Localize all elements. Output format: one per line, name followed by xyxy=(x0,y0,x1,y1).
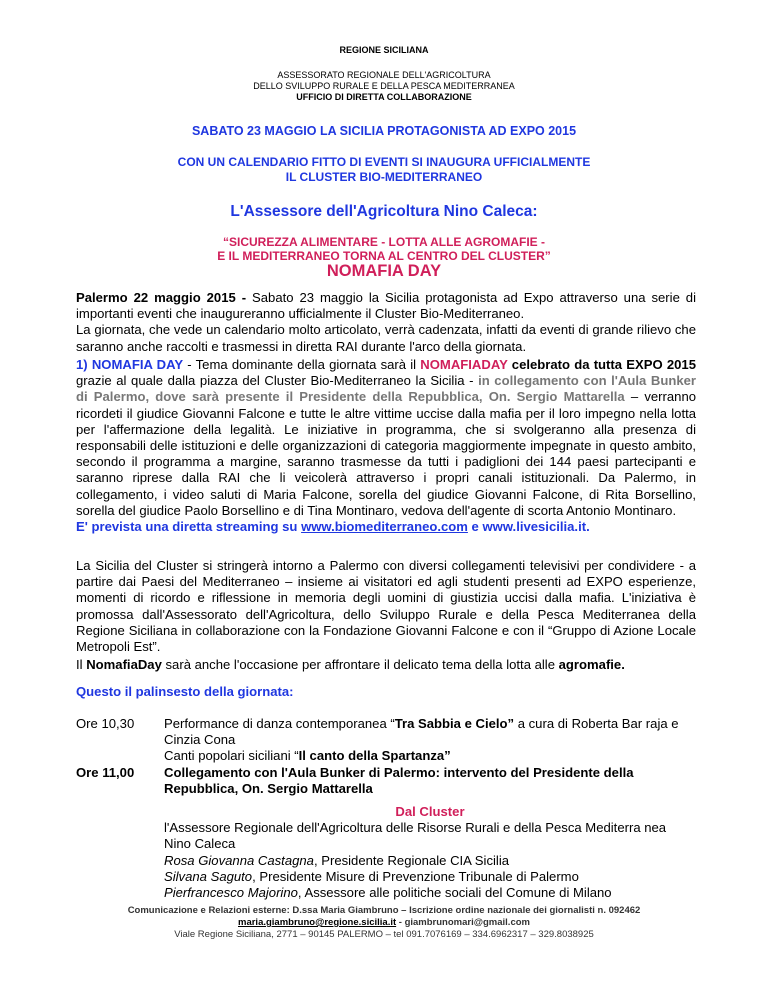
speaker-name: Silvana Saguto xyxy=(164,868,253,884)
speaker-role: , Assessore alle politiche sociali del Comune di Milano xyxy=(297,885,612,901)
email-secondary: - giambrunomari@gmail.com xyxy=(396,917,530,928)
speaker-line: l'Assessore Regionale dell'Agricoltura delle Risorse Rurali e della Pesca Mediterra nea Nino Caleca xyxy=(164,820,667,852)
schedule-row xyxy=(76,716,696,765)
cluster-title: Dal Cluster xyxy=(395,804,465,819)
subheadline-line-1: CON UN CALENDARIO FITTO DI EVENTI SI INAUGURA UFFICIALMENTE xyxy=(177,155,591,169)
intro-text: Sabato 23 maggio la Sicilia protagonista ad Expo attraverso una serie di importanti eventi che inaugureranno ufficialmente il Cluster Bio-Mediterraneo. xyxy=(76,290,696,322)
section-text-e: – xyxy=(624,389,645,405)
cluster-paragraph: La Sicilia del Cluster si stringerà intorno a Palermo con diversi collegamenti televisivi per condividere - a partire dai Paesi del Mediterraneo – insieme ai visitatori ed agli studenti presenti ad EXPO esperienze, momenti di ricordo e riflessione in memoria degli uomini di giustizia uccisi dalla mafia. L'iniziativa è promossa dall'Assessorato dell'Agricoltura, dello Sviluppo Rurale e della Pesca Mediterranea della Regione Siciliana in collaborazione con la Fondazione Giovanni Falcone e con il “Gruppo di Azione Locale Metropoli Est”. xyxy=(76,558,696,655)
footer-contact: Comunicazione e Relazioni esterne: D.ssa Maria Giambruno – Iscrizione ordine nazionale dei giornalisti n. 092462 xyxy=(127,905,641,916)
section-text-b: celebrato da tutta EXPO 2015 xyxy=(507,357,696,372)
speaker-role: , Presidente Regionale CIA Sicilia xyxy=(313,852,510,868)
agromafie-text-d: agromafie. xyxy=(558,657,625,672)
schedule xyxy=(76,716,696,797)
footer xyxy=(0,905,768,941)
cluster-speakers xyxy=(164,804,696,901)
speaker-line xyxy=(164,869,696,885)
agromafie-text-a: Il xyxy=(76,657,87,672)
schedule-description: Collegamento con l'Aula Bunker di Palermo: intervento del Presidente della Repubblica, On. Sergio Mattarella xyxy=(164,764,634,796)
nomafia-day-title: NOMAFIA DAY xyxy=(326,262,442,280)
streaming-line xyxy=(76,519,590,534)
agromafie-text-b: NomafiaDay xyxy=(86,657,162,672)
nomafia-paragraph xyxy=(76,357,696,535)
office-line: UFFICIO DI DIRETTA COLLABORAZIONE xyxy=(296,92,472,102)
biomediterraneo-link[interactable]: www.biomediterraneo.com xyxy=(301,519,468,535)
section-text-c: grazie al quale dalla piazza del Cluster Bio-Mediterraneo la Sicilia - xyxy=(76,373,479,389)
speaker-line xyxy=(164,853,696,869)
desc-part: Canti popolari siciliani “ xyxy=(164,748,299,764)
palinsesto-title: Questo il palinsesto della giornata: xyxy=(76,684,294,699)
streaming-and: e xyxy=(467,519,483,535)
footer-emails xyxy=(0,917,768,929)
schedule-description xyxy=(164,716,696,765)
section-text-f: verranno ricordeti il giudice Giovanni Falcone e tutte le altre vittime uccise dalla mafia per il loro impegno nella lotta per l'affermazione della legalità. Le iniziative in programma, che si svolgeranno alla presenza di responsabili delle istituzioni e delle organizzazioni di categoria maggiormente impegnate in questo ambito, secondo il programma a margine, saranno trasmesse da tutti i padiglioni dei 144 paesi partecipanti e saranno riprese dalla RAI che li veicolerà attraverso i propri canali istituzionali. Da Palermo, in collegamento, i video saluti di Maria Falcone, sorella del giudice Giovanni Falcone, di Rita Borsellino, sorella del giudice Paolo Borsellino e di Tina Montinaro, vedova dell'agente di scorta Antonio Montinaro. xyxy=(76,389,697,518)
schedule-row xyxy=(76,765,696,797)
schedule-time: Ore 10,30 xyxy=(76,716,135,731)
streaming-text: E' prevista una diretta streaming su xyxy=(76,519,302,535)
department-line-1: ASSESSORATO REGIONALE DELL'AGRICOLTURA xyxy=(277,70,491,80)
agromafie-text-c: sarà anche l'occasione per affrontare il delicato tema della lotta alle xyxy=(161,657,559,672)
email-link[interactable]: maria.giambruno@regione.sicilia.it xyxy=(238,917,397,928)
subheadline-line-2: IL CLUSTER BIO-MEDITERRANEO xyxy=(285,170,483,184)
desc-part: Il canto della Spartanza” xyxy=(298,748,451,764)
quote-title xyxy=(0,235,768,263)
subheadline xyxy=(0,155,768,185)
nomafiaday-word: NOMAFIADAY xyxy=(420,357,508,372)
speaker-line xyxy=(164,885,696,901)
section-text-d: in collegamento con l'Aula Bunker di Palermo, dove sarà presente il Presidente della Repubblica, On. Sergio Mattarella xyxy=(76,373,696,405)
department-line-2: DELLO SVILUPPO RURALE E DELLA PESCA MEDITERRANEA xyxy=(253,81,515,91)
speaker-name: Pierfrancesco Majorino xyxy=(164,885,298,901)
desc-part: a cura di Roberta Bar raja e Cinzia Cona xyxy=(164,716,679,748)
schedule-time: Ore 11,00 xyxy=(76,764,135,780)
section-text-a: - Tema dominante della giornata sarà il xyxy=(183,357,421,372)
intro-paragraph xyxy=(76,290,696,355)
quote-line-2: E IL MEDITERRANEO TORNA AL CENTRO DEL CLUSTER” xyxy=(217,249,551,263)
desc-part: Performance di danza contemporanea “ xyxy=(164,716,395,731)
livesicilia-link[interactable]: www.livesicilia.it xyxy=(482,519,587,535)
headline: SABATO 23 MAGGIO LA SICILIA PROTAGONISTA AD EXPO 2015 xyxy=(191,124,577,138)
speaker-name: Rosa Giovanna Castagna xyxy=(164,852,314,868)
intro-text-2: La giornata, che vede un calendario molto articolato, verrà cadenzata, infatti da eventi di grande rilievo che saranno anche raccolti e trasmessi in diretta RAI durante l'arco della giornata. xyxy=(76,322,696,354)
agromafie-paragraph xyxy=(76,657,696,673)
quote-line-1: “SICUREZZA ALIMENTARE - LOTTA ALLE AGROMAFIE - xyxy=(223,235,545,249)
assessore-title: L'Assessore dell'Agricoltura Nino Caleca: xyxy=(230,203,538,220)
region-heading: REGIONE SICILIANA xyxy=(339,45,429,55)
footer-address: Viale Regione Siciliana, 2771 – 90145 PALERMO – tel 091.7076169 – 334.6962317 – 329.8038925 xyxy=(174,929,594,940)
desc-part: Tra Sabbia e Cielo” xyxy=(394,716,515,731)
speaker-role: , Presidente Misure di Prevenzione Tribunale di Palermo xyxy=(252,868,579,884)
department-heading xyxy=(0,70,768,103)
section-label: 1) NOMAFIA DAY xyxy=(76,357,184,372)
intro-lead: Palermo 22 maggio 2015 - xyxy=(76,290,247,305)
streaming-end: . xyxy=(586,519,590,535)
